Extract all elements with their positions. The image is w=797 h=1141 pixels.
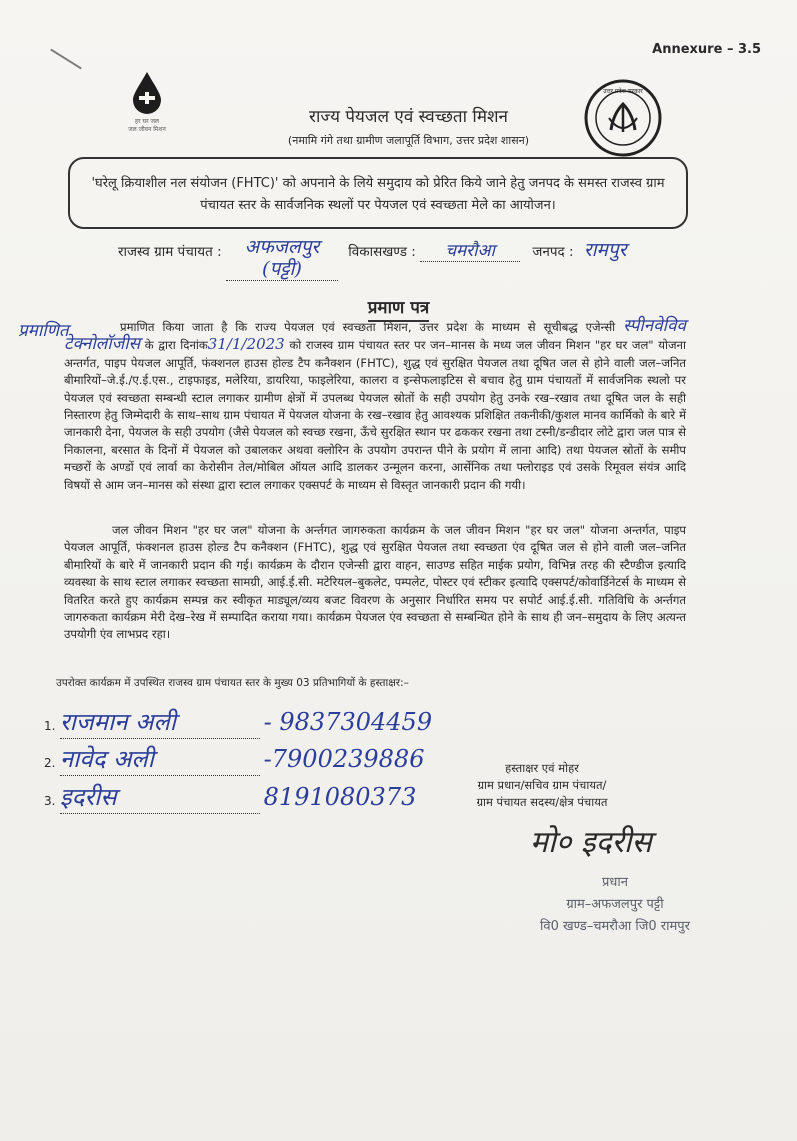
- participant-row: 1. राजमान अली - 9837304459: [44, 705, 432, 739]
- stamp-village: ग्राम–अफजलपुर पट्टी: [566, 897, 664, 912]
- stamp-block-district: वि0 खण्ड–चमरौआ जि0 रामपुर: [540, 919, 690, 934]
- authority-block: [452, 760, 632, 811]
- certificate-heading: प्रमाण पत्र: [0, 295, 797, 318]
- participant-name: नावेद अली: [59, 745, 154, 773]
- district-label: जनपद :: [532, 244, 574, 260]
- certificate-paragraph-2: जल जीवन मिशन "हर घर जल" योजना के अर्न्तगत जागरुकता कार्यक्रम के जल जीवन मिशन "हर घर जल" योजना अन्तर्गत, पाइप पेयजल आपूर्ति, फंक्शनल हाउस होल्ड टैप कनैक्शन (FHTC), शुद्ध एवं सुरक्षित पेयजल तथा स्वच्छता एंव दूषित जल से होने वाली जल–जनित बीमारियों के बारे में जानकारी प्रदान की गई। कार्यक्रम के दौरान एजेन्सी द्वारा वाहन, साउण्ड सहित माईक प्रयोग, विभिन्न तरह की स्टैण्डीज इत्यादि व्यवस्था के साथ स्टाल लगाकर स्वच्छता सामग्री, आई.ई.सी. मटेरियल–बुकलेट, पम्पलेट, पोस्टर एवं स्टीकर इत्यादि एक्सपर्ट/कोवार्डिनेटर्स के माध्यम से वितरित करते हुए कार्यक्रम सम्पन्न कर स्वीकृत माड्यूल/व्यय बजट विवरण के अनुसार निर्धारित समय पर सपोर्ट आई.ई.सी. गतिविधि के अर्न्तगत जागरुकता कार्यक्रम मेरी देख–रेख में सम्पादित कराया गया। कार्यक्रम पेयजल एंव स्वच्छता से सम्बन्धित होने के साथ ही जन–समुदाय के लिए अत्यन्त उपयोगी एंव लाभप्रद रहा।: [64, 523, 686, 642]
- block-value: चमरौआ: [420, 238, 520, 262]
- mission-subtitle: (नमामि गंगे तथा ग्रामीण जलापूर्ति विभाग, उत्तर प्रदेश शासन): [287, 134, 530, 147]
- pen-mark: [50, 49, 82, 70]
- authority-role-2: ग्राम पंचायत सदस्य/क्षेत्र पंचायत: [476, 795, 608, 809]
- participant-phone: -7900239886: [263, 745, 425, 773]
- stamp-title: प्रधान: [602, 875, 628, 890]
- pradhan-signature: मो० इदरीस: [530, 825, 652, 860]
- mission-title: राज्य पेयजल एवं स्वच्छता मिशन: [309, 107, 508, 127]
- emblem-text: उत्तर प्रदेश सरकार: [603, 88, 643, 95]
- signature-seal-label: हस्ताक्षर एवं मोहर: [505, 761, 579, 775]
- district-value: रामपुर: [583, 239, 627, 261]
- participant-name: इदरीस: [59, 783, 117, 811]
- authority-role-1: ग्राम प्रधान/सचिव ग्राम पंचायत/: [477, 778, 607, 792]
- handwritten-pramanit: प्रमाणित: [18, 321, 69, 341]
- participants-note: उपरोक्त कार्यक्रम में उपस्थित राजस्व ग्राम पंचायत स्तर के मुख्य 03 प्रतिभागियों के हस्ताक्षर:–: [56, 677, 409, 689]
- participant-name: राजमान अली: [59, 708, 177, 736]
- participant-phone: 8191080373: [263, 783, 417, 811]
- location-fields: [118, 236, 626, 281]
- event-banner: 'घरेलू क्रियाशील नल संयोजन (FHTC)' को अपनाने के लिये समुदाय को प्रेरित किये जाने हेतु जनपद के समस्त राजस्व ग्राम पंचायत स्तर के सार्वजनिक स्थलों पर पेयजल एवं स्वच्छता मेले का आयोजन।: [68, 157, 688, 229]
- pradhan-stamp: [505, 872, 725, 938]
- participant-phone: - 9837304459: [263, 708, 433, 736]
- annexure-label: Annexure – 3.5: [652, 42, 761, 57]
- certificate-paragraph-1: प्रमाणित किया जाता है कि राज्य पेयजल एवं स्वच्छता मिशन, उत्तर प्रदेश के माध्यम से सूचीबद्ध एजेन्सी स्पीनवेविव टेक्नोलॉजीस के द्वारा दिनांक31/1/2023 को राजस्व ग्राम पंचायत स्तर पर जन–मानस के मध्य जल जीवन मिशन "हर घर जल" योजना अन्तर्गत, पाइप पेयजल आपूर्ति, फंक्शनल हाउस होल्ड टैप कनैक्शन (FHTC), शुद्ध एवं सुरक्षित पेयजल तथा दूषित जल से होने वाली जल–जनित बीमारियों–जे.ई./ए.ई.एस., टाइफाइड, मलेरिया, डायरिया, फाइलेरिया, कालरा व इन्सेफलाइटिस से बचाव हेतु ग्राम पंचायतों में सार्वजनिक स्थलो पर पेयजल एवं स्वच्छता सम्बन्धी स्टाल लगाकर ग्रामीण क्षेत्रों में उपलब्ध पेयजल स्रोतों के सही उपयोग हेतु उनके रख–रखाव तथा दूषित जल के सही निस्तारण हेतु जिम्मेदारी के साथ–साथ ग्राम पंचायत में पेयजल योजना के रख–रखाव हेतु आवश्यक प्रशिक्षित तकनीकी/कुशल मानव कार्मिको के बारे में जानकारी देना, पेयजल के सही उपयोग (जैसे पेयजल को स्वच्छ रखना, ऊँचे सुरक्षित स्थान पर ढककर रखना तथा टस्नी/डन्डीदार लोटे द्वारा जल पात्र से निकालना, बरसात के दिनों में पेयजल को उबालकर अथवा क्लोरिन के उपयोग उपरान्त पीने के प्रयोग में लाना आदि) तथा पेयजल स्रोतों के समीप मच्छरों के अण्डों एवं लार्वा का केरोसीन तेल/मोबिल ऑयल आदि डालकर उन्मूलन करना, आर्सेनिक तथा फ्लोराइड एवं उसके रिमूवल संयंत्र आदि विषयों से आम जन–मानस को संस्था द्वारा स्टाल लगाकर एक्सपर्ट के माध्यम से विस्तृत जानकारी प्रदान की गयी।: [64, 316, 686, 492]
- block-label: विकासखण्ड :: [348, 244, 416, 260]
- gram-panchayat-label: राजस्व ग्राम पंचायत :: [118, 244, 222, 260]
- agency-name: स्पीनवेविव टेक्नोलॉजीस: [64, 316, 686, 355]
- participant-row: 3. इदरीस 8191080373: [44, 780, 416, 814]
- participant-row: 2. नावेद अली -7900239886: [44, 742, 424, 776]
- gram-panchayat-value: अफजलपुर (पट्टी): [226, 236, 338, 281]
- event-date: 31/1/2023: [207, 335, 285, 354]
- logo-tagline: हर घर जल जल जीवन मिशन: [128, 118, 166, 133]
